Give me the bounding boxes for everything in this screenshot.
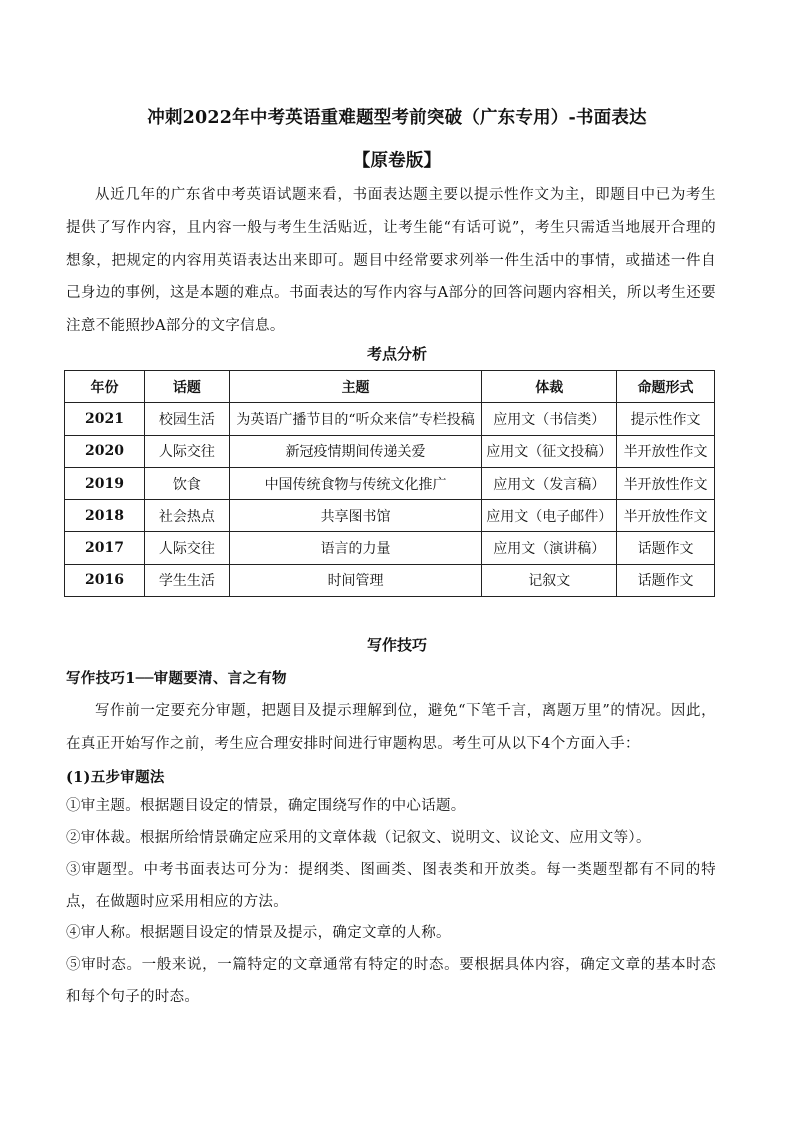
- cell-format: 半开放性作文: [617, 500, 715, 532]
- cell-theme: 新冠疫情期间传递关爱: [229, 435, 482, 467]
- cell-year: 2021: [65, 403, 145, 435]
- column-header-topic: 话题: [144, 371, 229, 403]
- cell-format: 半开放性作文: [617, 467, 715, 499]
- cell-format: 话题作文: [617, 532, 715, 564]
- table-header-row: [65, 371, 715, 403]
- analysis-table: [64, 370, 715, 597]
- cell-year: 2018: [65, 500, 145, 532]
- cell-genre: 记叙文: [482, 564, 617, 596]
- list-item: ①审主题。根据题目设定的情景，确定围绕写作的中心话题。: [66, 798, 466, 814]
- column-header-genre: 体裁: [482, 371, 617, 403]
- column-header-year: 年份: [65, 371, 145, 403]
- table-row: [65, 564, 715, 596]
- cell-theme: 时间管理: [229, 564, 482, 596]
- list-item: ②审体裁。根据所给情景确定应采用的文章体裁（记叙文、说明文、议论文、应用文等）。: [66, 830, 651, 846]
- table-row: [65, 403, 715, 435]
- intro-paragraph: 从近几年的广东省中考英语试题来看，书面表达题主要以提示性作文为主，即题目中已为考生提供了写作内容，且内容一般与考生生活贴近，让考生能“有话可说”，考生只需适当地展开合理的想象，把规定的内容用英语表达出来即可。题目中经常要求列举一件生活中的事情，或描述一件自己身边的事例，这是本题的难点。书面表达的写作内容与A部分的回答问题内容相关，所以考生还要注意不能照抄A部分的文字信息。: [66, 187, 716, 335]
- cell-genre: 应用文（电子邮件）: [482, 500, 617, 532]
- cell-theme: 中国传统食物与传统文化推广: [229, 467, 482, 499]
- document-subtitle: 【原卷版】: [352, 151, 442, 171]
- list-item: ⑤审时态。一般来说，一篇特定的文章通常有特定的时态。要根据具体内容，确定文章的基本时态和每个句子的时态。: [66, 957, 716, 1005]
- technique-1-intro: 写作前一定要充分审题，把题目及提示理解到位，避免“下笔千言，离题万里”的情况。因此，在真正开始写作之前，考生应合理安排时间进行审题构思。考生可从以下4个方面入手：: [66, 703, 716, 752]
- cell-genre: 应用文（演讲稿）: [482, 532, 617, 564]
- techniques-heading: 写作技巧: [366, 636, 427, 654]
- cell-topic: 饮食: [144, 467, 229, 499]
- document-title: 冲刺2022年中考英语重难题型考前突破（广东专用）-书面表达: [147, 108, 647, 128]
- cell-topic: 校园生活: [144, 403, 229, 435]
- cell-year: 2016: [65, 564, 145, 596]
- technique-1-title: 写作技巧1──审题要清、言之有物: [66, 670, 287, 687]
- cell-topic: 学生生活: [144, 564, 229, 596]
- cell-format: 话题作文: [617, 564, 715, 596]
- analysis-heading: 考点分析: [366, 345, 427, 363]
- table-row: [65, 532, 715, 564]
- cell-theme: 为英语广播节目的“听众来信”专栏投稿: [229, 403, 482, 435]
- cell-format: 提示性作文: [617, 403, 715, 435]
- cell-topic: 人际交往: [144, 435, 229, 467]
- column-header-theme: 主题: [229, 371, 482, 403]
- cell-year: 2020: [65, 435, 145, 467]
- list-item: ③审题型。中考书面表达可分为：提纲类、图画类、图表类和开放类。每一类题型都有不同的特点，在做题时应采用相应的方法。: [66, 862, 716, 910]
- cell-theme: 语言的力量: [229, 532, 482, 564]
- cell-year: 2017: [65, 532, 145, 564]
- cell-genre: 应用文（发言稿）: [482, 467, 617, 499]
- cell-genre: 应用文（书信类）: [482, 403, 617, 435]
- table-row: [65, 500, 715, 532]
- table-row: [65, 435, 715, 467]
- cell-year: 2019: [65, 467, 145, 499]
- cell-genre: 应用文（征文投稿）: [482, 435, 617, 467]
- cell-format: 半开放性作文: [617, 435, 715, 467]
- cell-theme: 共享图书馆: [229, 500, 482, 532]
- cell-topic: 社会热点: [144, 500, 229, 532]
- column-header-format: 命题形式: [617, 371, 715, 403]
- list-item: ④审人称。根据题目设定的情景及提示，确定文章的人称。: [66, 925, 451, 941]
- method-title: (1)五步审题法: [66, 769, 165, 786]
- cell-topic: 人际交往: [144, 532, 229, 564]
- table-row: [65, 467, 715, 499]
